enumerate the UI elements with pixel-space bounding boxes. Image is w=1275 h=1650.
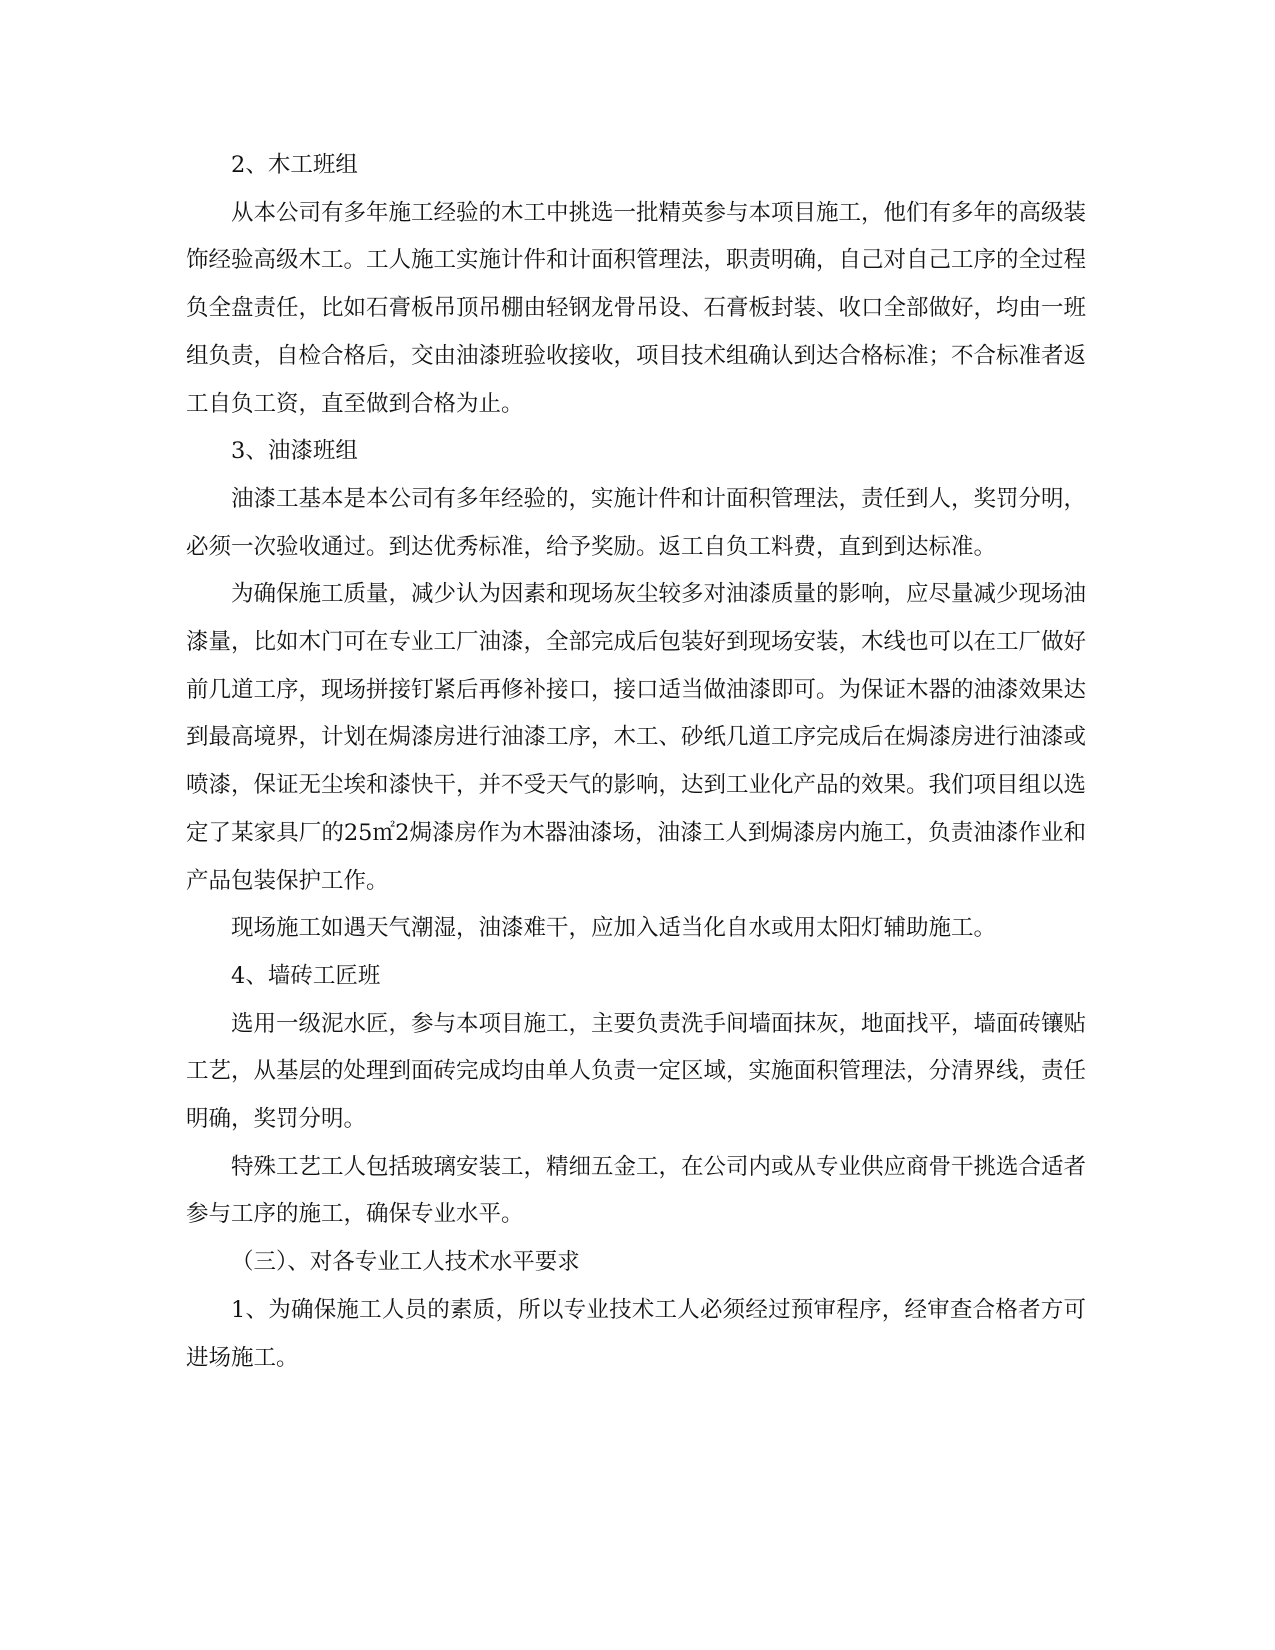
section-heading-tiling: 4、墙砖工匠班 bbox=[231, 962, 381, 989]
paragraph-skill-review: 1、为确保施工人员的素质，所以专业技术工人必须经过预审程序，经审查合格者方可进场施工。 bbox=[186, 1296, 1086, 1371]
section-heading-carpentry: 2、木工班组 bbox=[231, 152, 358, 178]
paragraph-special-crafts: 特殊工艺工人包括玻璃安装工，精细五金工，在公司内或从专业供应商骨干挑选合适者参与工序的施工，确保专业水平。 bbox=[186, 1153, 1087, 1228]
section-heading-painting: 3、油漆班组 bbox=[231, 438, 358, 465]
paragraph-carpentry: 从本公司有多年施工经验的木工中挑选一批精英参与本项目施工，他们有多年的高级装饰经验高级木工。工人施工实施计件和计面积管理法，职责明确，自己对自己工序的全过程负全盘责任，比如石膏板吊顶吊棚由轻钢龙骨吊设、石膏板封装、收口全部做好，均由一班组负责，自检合格后，交由油漆班验收接收，项目技术组确认到达合格标准；不合标准者返工自负工资，直至做到合格为止。 bbox=[186, 199, 1087, 417]
paragraph-painting-quality: 为确保施工质量，减少认为因素和现场灰尘较多对油漆质量的影响，应尽量减少现场油漆量，比如木门可在专业工厂油漆，全部完成后包装好到现场安装，木线也可以在工厂做好前几道工序，现场拼接钉紧后再修补接口，接口适当做油漆即可。为保证木器的油漆效果达到最高境界，计划在焗漆房进行油漆工序，木工、砂纸几道工序完成后在焗漆房进行油漆或喷漆，保证无尘埃和漆快干，并不受天气的影响，达到工业化产品的效果。我们项目组以选定了某家具厂的25㎡2焗漆房作为木器油漆场，油漆工人到焗漆房内施工，负责油漆作业和产品包装保护工作。 bbox=[186, 581, 1087, 894]
paragraph-painting-team: 油漆工基本是本公司有多年经验的，实施计件和计面积管理法，责任到人，奖罚分明，必须一次验收通过。到达优秀标准，给予奖励。返工自负工料费，直到到达标准。 bbox=[186, 485, 1087, 560]
paragraph-painting-weather: 现场施工如遇天气潮湿，油漆难干，应加入适当化自水或用太阳灯辅助施工。 bbox=[231, 915, 997, 942]
paragraph-tiling: 选用一级泥水匠，参与本项目施工，主要负责洗手间墙面抹灰，地面找平，墙面砖镶贴工艺，从基层的处理到面砖完成均由单人负责一定区域，实施面积管理法，分清界线，责任明确，奖罚分明。 bbox=[186, 1010, 1087, 1133]
document-body bbox=[186, 142, 1086, 1382]
section-heading-skill-requirements: （三）、对各专业工人技术水平要求 bbox=[231, 1249, 580, 1276]
